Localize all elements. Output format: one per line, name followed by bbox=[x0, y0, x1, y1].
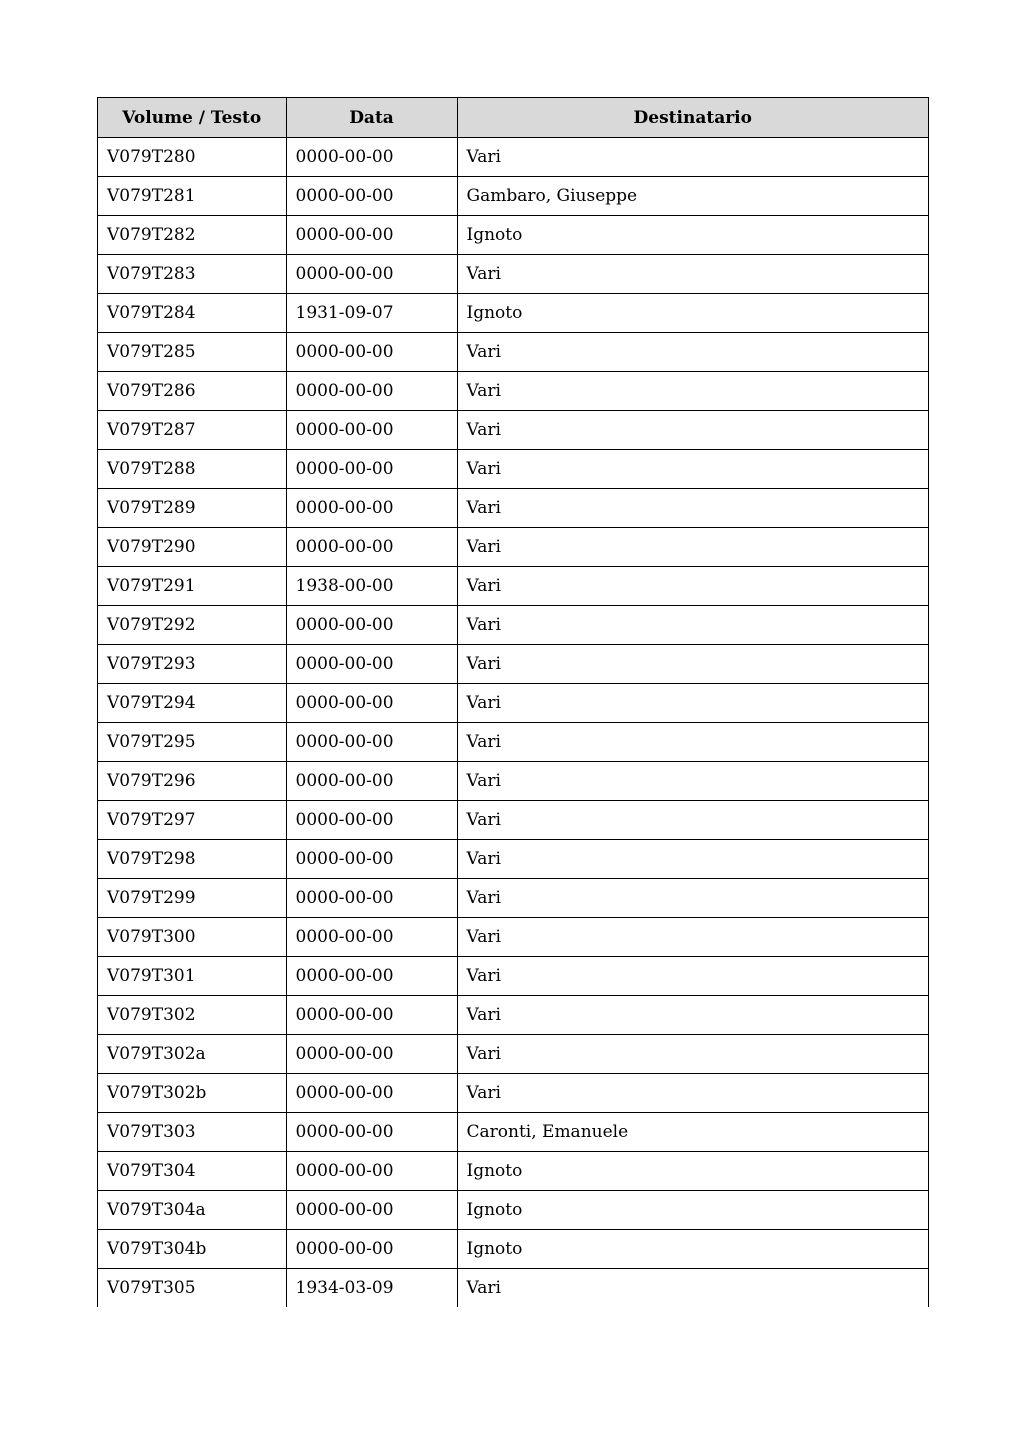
cell-destinatario: Vari bbox=[457, 255, 928, 294]
cell-data: 1934-03-09 bbox=[286, 1269, 457, 1308]
cell-data: 0000-00-00 bbox=[286, 1074, 457, 1113]
cell-data: 0000-00-00 bbox=[286, 1113, 457, 1152]
cell-volume-testo: V079T299 bbox=[98, 879, 286, 918]
cell-data: 0000-00-00 bbox=[286, 138, 457, 177]
cell-volume-testo: V079T302a bbox=[98, 1035, 286, 1074]
table-row bbox=[98, 723, 928, 762]
cell-volume-testo: V079T291 bbox=[98, 567, 286, 606]
cell-destinatario: Vari bbox=[457, 840, 928, 879]
cell-destinatario: Vari bbox=[457, 996, 928, 1035]
cell-data: 0000-00-00 bbox=[286, 450, 457, 489]
table-row bbox=[98, 489, 928, 528]
table-row bbox=[98, 801, 928, 840]
table-row bbox=[98, 918, 928, 957]
cell-volume-testo: V079T302b bbox=[98, 1074, 286, 1113]
cell-data: 0000-00-00 bbox=[286, 1230, 457, 1269]
cell-destinatario: Ignoto bbox=[457, 294, 928, 333]
cell-destinatario: Vari bbox=[457, 567, 928, 606]
cell-volume-testo: V079T303 bbox=[98, 1113, 286, 1152]
cell-data: 0000-00-00 bbox=[286, 1191, 457, 1230]
cell-destinatario: Vari bbox=[457, 528, 928, 567]
cell-volume-testo: V079T286 bbox=[98, 372, 286, 411]
table-row bbox=[98, 1269, 928, 1308]
cell-data: 0000-00-00 bbox=[286, 723, 457, 762]
cell-destinatario: Vari bbox=[457, 138, 928, 177]
table-row bbox=[98, 684, 928, 723]
cell-volume-testo: V079T284 bbox=[98, 294, 286, 333]
cell-destinatario: Vari bbox=[457, 372, 928, 411]
header-destinatario: Destinatario bbox=[457, 98, 928, 138]
cell-data: 1931-09-07 bbox=[286, 294, 457, 333]
cell-volume-testo: V079T280 bbox=[98, 138, 286, 177]
cell-destinatario: Vari bbox=[457, 606, 928, 645]
cell-volume-testo: V079T300 bbox=[98, 918, 286, 957]
cell-volume-testo: V079T293 bbox=[98, 645, 286, 684]
table-row bbox=[98, 294, 928, 333]
cell-volume-testo: V079T285 bbox=[98, 333, 286, 372]
table-row bbox=[98, 567, 928, 606]
table-row bbox=[98, 606, 928, 645]
cell-volume-testo: V079T297 bbox=[98, 801, 286, 840]
cell-volume-testo: V079T302 bbox=[98, 996, 286, 1035]
cell-destinatario: Ignoto bbox=[457, 216, 928, 255]
cell-volume-testo: V079T304a bbox=[98, 1191, 286, 1230]
table-row bbox=[98, 411, 928, 450]
table-row bbox=[98, 216, 928, 255]
cell-destinatario: Vari bbox=[457, 411, 928, 450]
cell-destinatario: Vari bbox=[457, 723, 928, 762]
table-header-row bbox=[98, 98, 928, 138]
cell-data: 0000-00-00 bbox=[286, 411, 457, 450]
cell-destinatario: Vari bbox=[457, 1035, 928, 1074]
cell-volume-testo: V079T282 bbox=[98, 216, 286, 255]
cell-destinatario: Vari bbox=[457, 1074, 928, 1113]
cell-destinatario: Vari bbox=[457, 684, 928, 723]
cell-destinatario: Vari bbox=[457, 645, 928, 684]
cell-destinatario: Vari bbox=[457, 333, 928, 372]
cell-destinatario: Gambaro, Giuseppe bbox=[457, 177, 928, 216]
cell-volume-testo: V079T304 bbox=[98, 1152, 286, 1191]
table-body bbox=[98, 138, 928, 1308]
cell-volume-testo: V079T287 bbox=[98, 411, 286, 450]
table-row bbox=[98, 1074, 928, 1113]
cell-destinatario: Ignoto bbox=[457, 1152, 928, 1191]
cell-data: 0000-00-00 bbox=[286, 1152, 457, 1191]
cell-volume-testo: V079T290 bbox=[98, 528, 286, 567]
cell-volume-testo: V079T294 bbox=[98, 684, 286, 723]
cell-destinatario: Vari bbox=[457, 879, 928, 918]
cell-data: 0000-00-00 bbox=[286, 333, 457, 372]
cell-data: 0000-00-00 bbox=[286, 996, 457, 1035]
table-row bbox=[98, 1152, 928, 1191]
table-row bbox=[98, 645, 928, 684]
table-row bbox=[98, 957, 928, 996]
cell-data: 0000-00-00 bbox=[286, 957, 457, 996]
cell-destinatario: Vari bbox=[457, 801, 928, 840]
cell-data: 0000-00-00 bbox=[286, 216, 457, 255]
cell-data: 0000-00-00 bbox=[286, 1035, 457, 1074]
table-row bbox=[98, 138, 928, 177]
header-volume-testo: Volume / Testo bbox=[98, 98, 286, 138]
cell-data: 0000-00-00 bbox=[286, 489, 457, 528]
cell-data: 1938-00-00 bbox=[286, 567, 457, 606]
letters-table-container bbox=[97, 97, 929, 1307]
cell-data: 0000-00-00 bbox=[286, 801, 457, 840]
cell-destinatario: Vari bbox=[457, 450, 928, 489]
cell-volume-testo: V079T292 bbox=[98, 606, 286, 645]
cell-volume-testo: V079T283 bbox=[98, 255, 286, 294]
cell-volume-testo: V079T289 bbox=[98, 489, 286, 528]
cell-destinatario: Ignoto bbox=[457, 1191, 928, 1230]
table-row bbox=[98, 177, 928, 216]
table-row bbox=[98, 255, 928, 294]
cell-destinatario: Caronti, Emanuele bbox=[457, 1113, 928, 1152]
cell-destinatario: Vari bbox=[457, 918, 928, 957]
cell-volume-testo: V079T281 bbox=[98, 177, 286, 216]
header-data: Data bbox=[286, 98, 457, 138]
cell-volume-testo: V079T301 bbox=[98, 957, 286, 996]
cell-destinatario: Vari bbox=[457, 762, 928, 801]
cell-volume-testo: V079T296 bbox=[98, 762, 286, 801]
table-row bbox=[98, 762, 928, 801]
letters-table bbox=[98, 98, 928, 1307]
cell-volume-testo: V079T295 bbox=[98, 723, 286, 762]
table-row bbox=[98, 996, 928, 1035]
cell-data: 0000-00-00 bbox=[286, 645, 457, 684]
table-row bbox=[98, 372, 928, 411]
cell-data: 0000-00-00 bbox=[286, 840, 457, 879]
table-row bbox=[98, 1230, 928, 1269]
cell-data: 0000-00-00 bbox=[286, 528, 457, 567]
cell-data: 0000-00-00 bbox=[286, 918, 457, 957]
cell-data: 0000-00-00 bbox=[286, 606, 457, 645]
cell-destinatario: Vari bbox=[457, 489, 928, 528]
cell-volume-testo: V079T288 bbox=[98, 450, 286, 489]
table-row bbox=[98, 333, 928, 372]
cell-data: 0000-00-00 bbox=[286, 177, 457, 216]
cell-destinatario: Vari bbox=[466, 1278, 501, 1298]
table-row bbox=[98, 840, 928, 879]
cell-volume-testo: V079T304b bbox=[98, 1230, 286, 1269]
cell-data: 0000-00-00 bbox=[286, 684, 457, 723]
cell-data: 0000-00-00 bbox=[286, 372, 457, 411]
table-row bbox=[98, 528, 928, 567]
table-row bbox=[98, 1113, 928, 1152]
table-row bbox=[98, 879, 928, 918]
table-row bbox=[98, 450, 928, 489]
cell-data: 0000-00-00 bbox=[286, 879, 457, 918]
cell-volume-testo: V079T298 bbox=[98, 840, 286, 879]
table-row bbox=[98, 1191, 928, 1230]
cell-volume-testo: V079T305 bbox=[98, 1269, 286, 1308]
cell-destinatario: Ignoto bbox=[457, 1230, 928, 1269]
cell-data: 0000-00-00 bbox=[286, 762, 457, 801]
table-row bbox=[98, 1035, 928, 1074]
cell-data: 0000-00-00 bbox=[286, 255, 457, 294]
cell-destinatario: Vari bbox=[457, 957, 928, 996]
